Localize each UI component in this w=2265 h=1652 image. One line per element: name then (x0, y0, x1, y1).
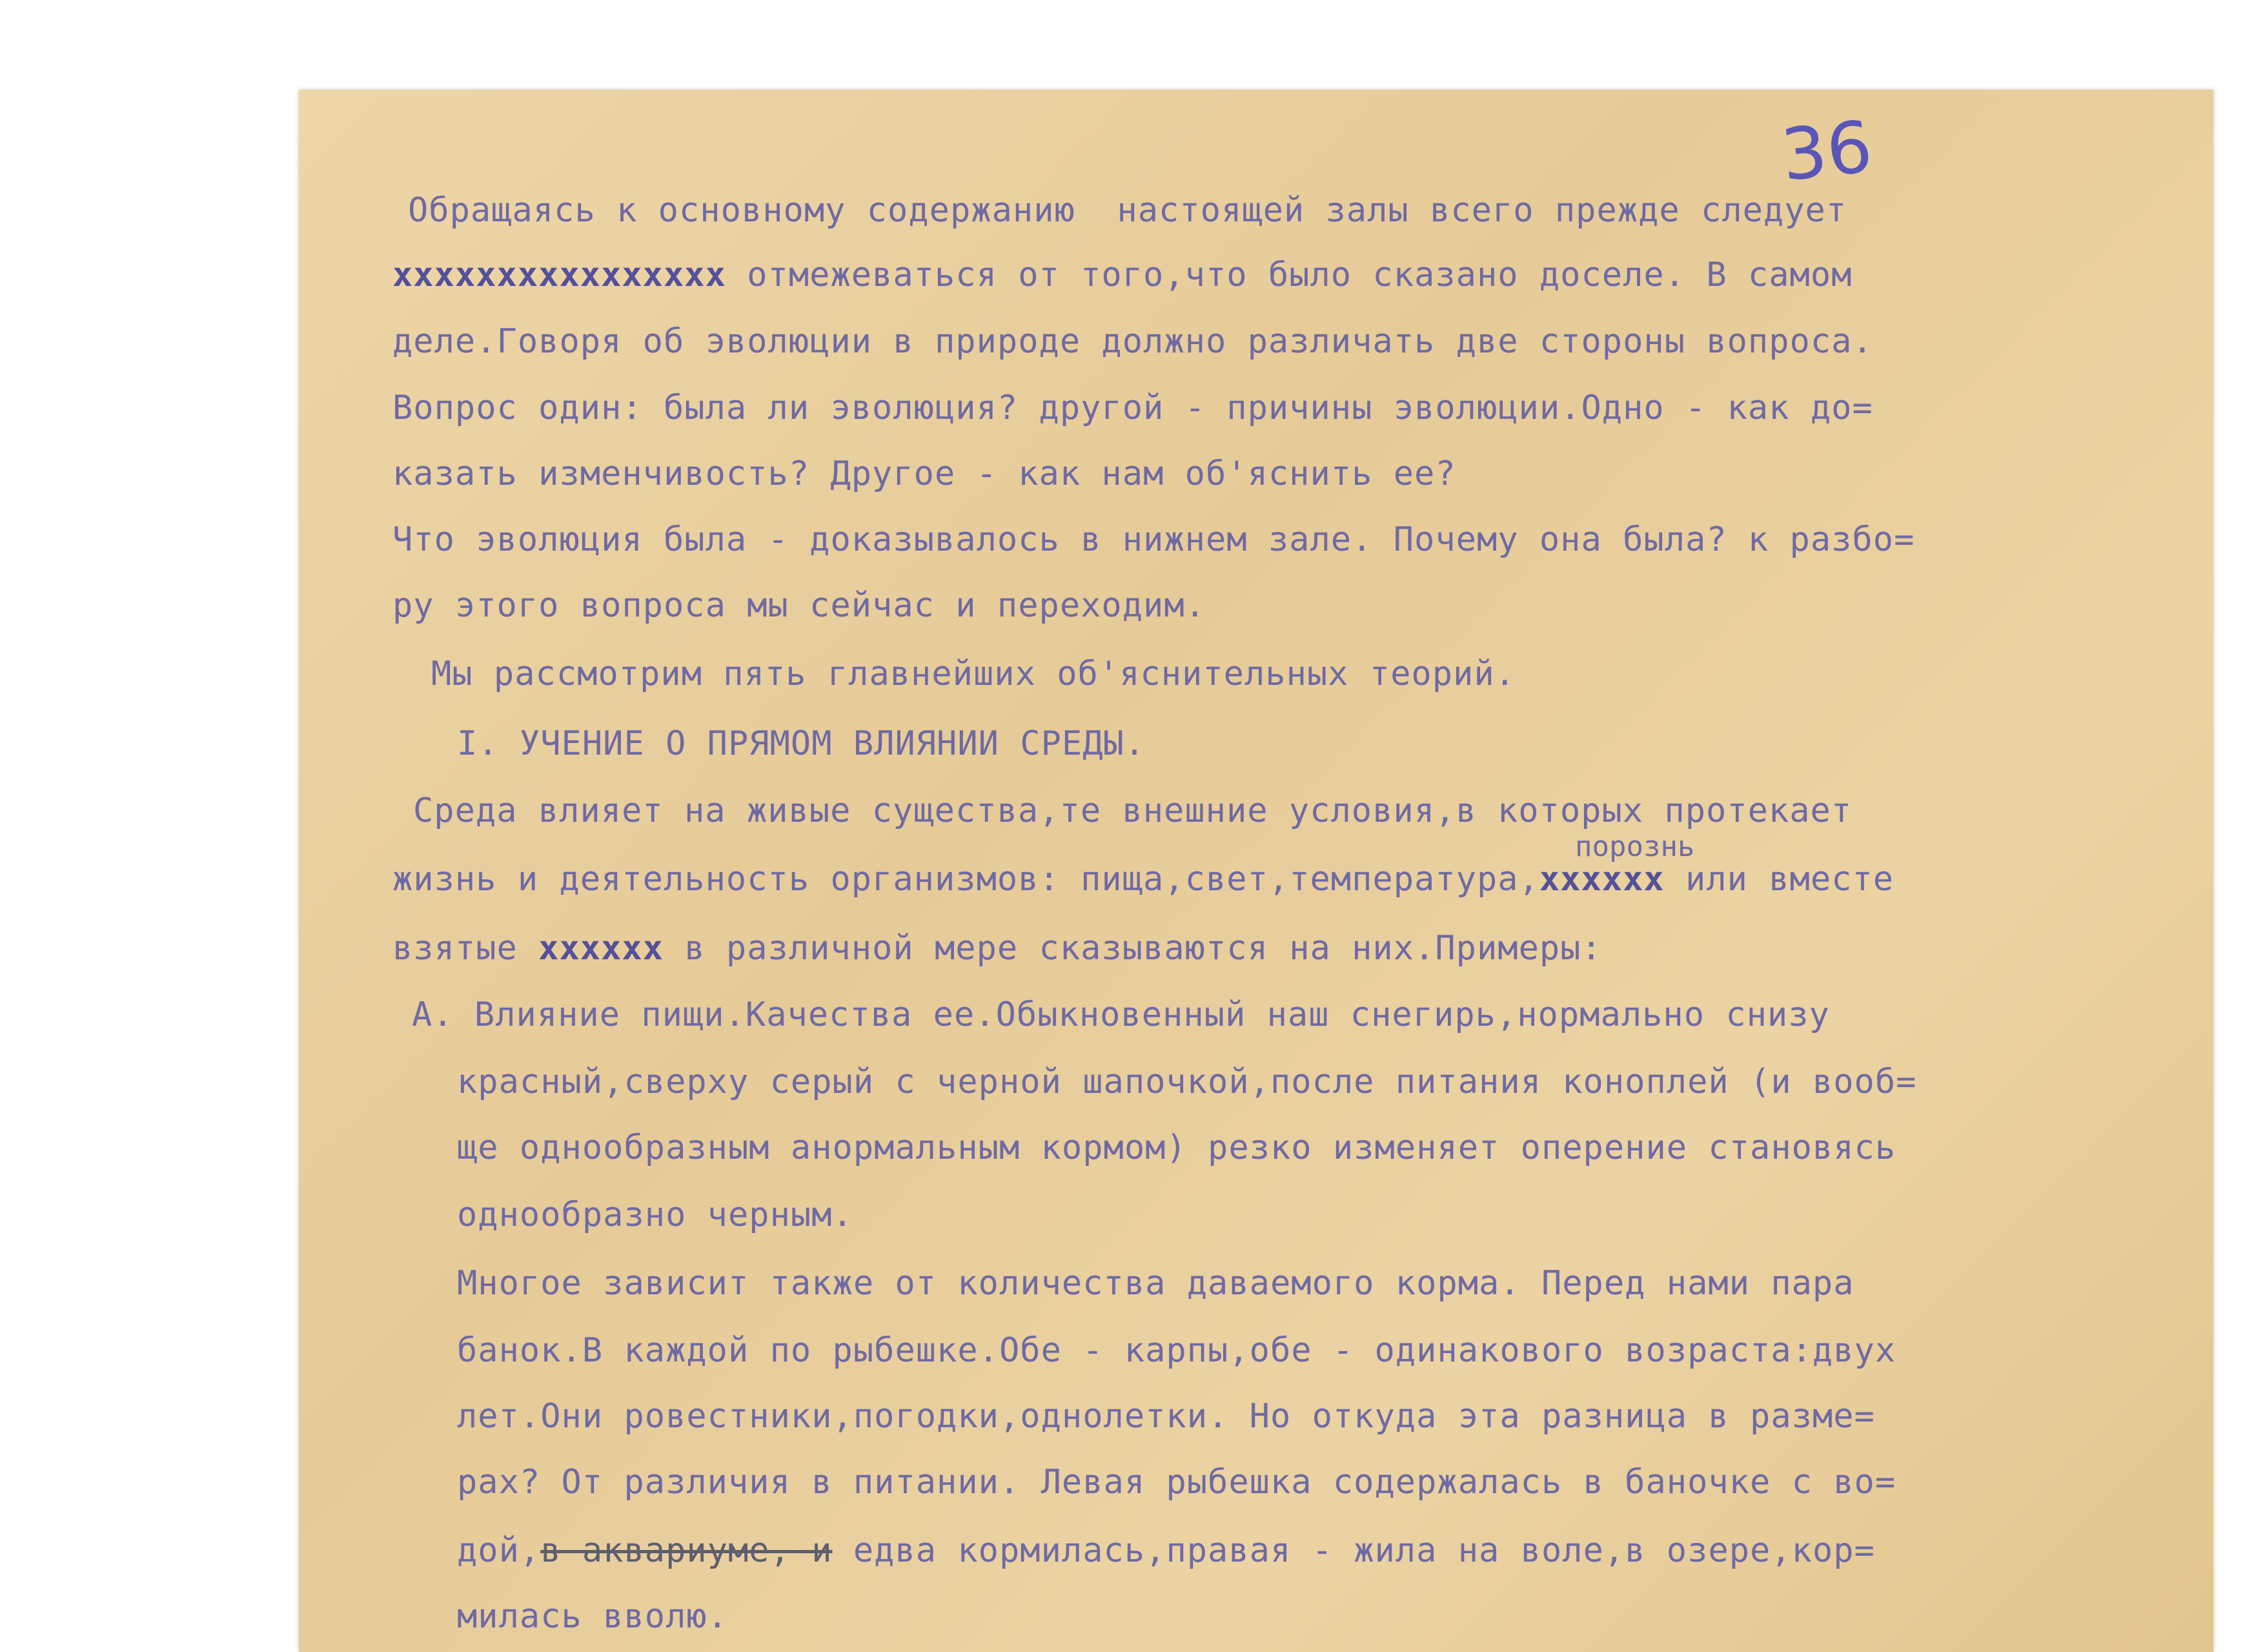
text-segment: в различной мере сказываются на них.Примеры: (664, 929, 1602, 968)
text-line: банок.В каждой по рыбешке.Обе - карпы,обе - одинакового возраста:двух (457, 1331, 1896, 1370)
text-line (392, 258, 1852, 292)
interlinear-insertion: порознь (1575, 830, 1695, 863)
text-line: Многое зависит также от количества даваемого корма. Перед нами пара (457, 1264, 1854, 1303)
text-line: красный,сверху серый с черной шапочкой,после питания коноплей (и вооб= (457, 1063, 1917, 1101)
struck-through-text: в аквариуме, и (540, 1531, 833, 1570)
text-line: Среда влияет на живые существа,те внешние условия,в которых протекает (413, 791, 1853, 830)
text-segment: жизнь и деятельность организмов: пища,свет,температура, (392, 860, 1539, 899)
text-line: лет.Они ровестники,погодки,однолетки. Но откуда эта разница в разме= (457, 1397, 1875, 1436)
text-line (457, 1531, 1875, 1570)
text-line: Что эволюция была - доказывалось в нижнем зале. Почему она была? к разбо= (392, 520, 1915, 559)
text-line: однообразно черным. (457, 1196, 853, 1234)
text-segment: взятые (392, 929, 539, 968)
text-line: Обращаясь к основному содержанию настоящей залы всего прежде следует (408, 191, 1847, 230)
page-number: 36 (1777, 105, 1876, 197)
section-heading: I. УЧЕНИЕ О ПРЯМОМ ВЛИЯНИИ СРЕДЫ. (457, 724, 1146, 763)
crossed-out-text: xxxxxx (538, 929, 664, 968)
text-line: Мы рассмотрим пять главнейших об'яснительных теорий. (431, 655, 1516, 693)
text-segment: дой, (457, 1531, 541, 1570)
text-line: милась вволю. (457, 1597, 728, 1636)
text-line: деле.Говоря об эволюции в природе должно различать две стороны вопроса. (392, 322, 1873, 361)
crossed-out-text: xxxxxxxxxxxxxxxx (392, 256, 726, 294)
text-line: рах? От различия в питании. Левая рыбешка содержалась в баночке с во= (457, 1463, 1896, 1502)
text-segment: или вместе (1664, 860, 1894, 899)
text-line: Вопрос один: была ли эволюция? другой - причины эволюции.Одно - как до= (392, 389, 1873, 427)
text-segment: отмежеваться от того,что было сказано доселе. В самом (726, 256, 1853, 294)
text-line (392, 929, 1602, 968)
text-line: А. Влияние пищи.Качества ее.Обыкновенный наш снегирь,нормально снизу (412, 995, 1830, 1034)
crossed-out-text: xxxxxx (1539, 860, 1665, 899)
text-line: ще однообразным анормальным кормом) резко изменяет оперение становясь (457, 1128, 1896, 1167)
text-line: казать изменчивость? Другое - как нам об'яснить ее? (392, 454, 1456, 493)
text-line (392, 860, 1894, 899)
text-segment: едва кормилась,правая - жила на воле,в озере,кор= (832, 1531, 1875, 1570)
text-line: ру этого вопроса мы сейчас и переходим. (392, 586, 1206, 625)
